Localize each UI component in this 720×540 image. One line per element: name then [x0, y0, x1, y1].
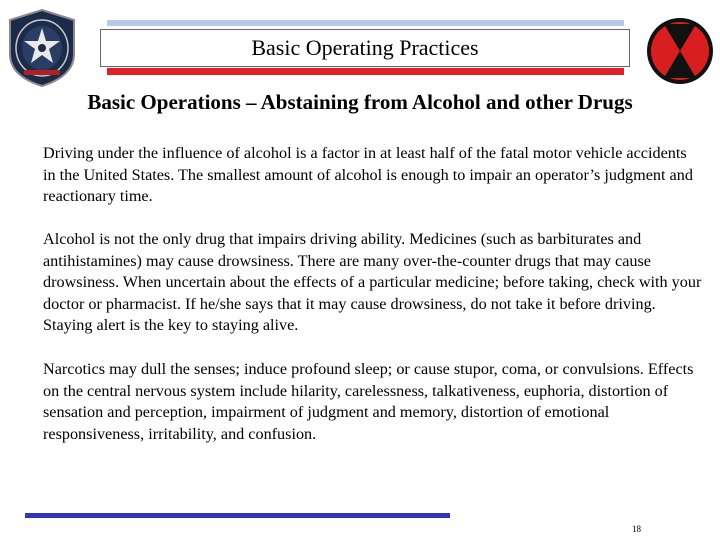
- paragraph-narcotics: Narcotics may dull the senses; induce profound sleep; or cause stupor, coma, or convulsions. Effects on the central nervous system include hilarity, carelessness, talkativeness, euphoria, distortion of sensation and perception, impairment of judgment and memory, distortion of emotional responsiveness, irritability, and confusion.: [43, 360, 694, 443]
- footer-rule: [25, 513, 450, 518]
- page-number: 18: [632, 524, 641, 534]
- hourglass-patch-emblem-icon: [645, 12, 715, 90]
- slide-title: Basic Operating Practices: [251, 35, 479, 60]
- left-shield-emblem-icon: [6, 8, 78, 88]
- paragraph-other-drugs: Alcohol is not the only drug that impairs driving ability. Medicines (such as barbiturates and antihistamines) may cause drowsiness. There are many over-the-counter drugs that may cause drowsiness. When uncertain about the effects of a particular medicine; before taking, check with your doctor or pharmacist. If he/she says that it may cause drowsiness, do not take it before driving. Staying alert is the key to staying alive.: [43, 230, 702, 334]
- title-bottom-rule: [107, 68, 624, 75]
- title-top-rule: [107, 20, 624, 26]
- section-heading: Basic Operations – Abstaining from Alcohol and other Drugs: [87, 90, 633, 114]
- paragraph-alcohol-factor: Driving under the influence of alcohol is a factor in at least half of the fatal motor vehicle accidents in the United States. The smallest amount of alcohol is enough to impair an operator’s judgment and reactionary time.: [43, 144, 693, 205]
- title-box: [100, 29, 630, 67]
